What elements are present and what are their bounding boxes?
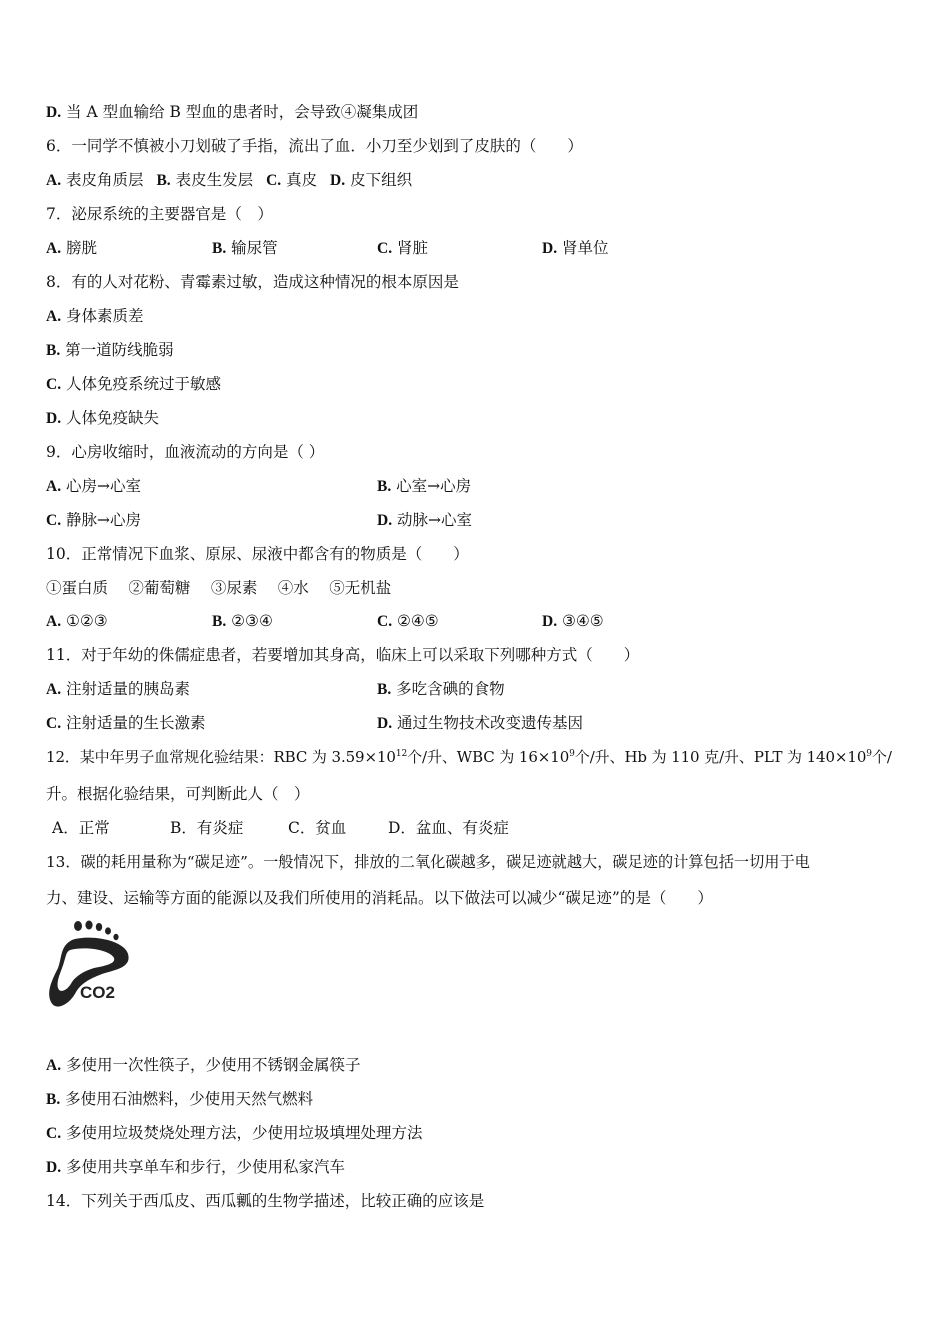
option-text: ②④⑤ xyxy=(397,612,439,630)
q8-option-b xyxy=(46,340,174,361)
option-label: A. xyxy=(46,172,62,189)
exponent: 12 xyxy=(395,749,408,759)
q8-option-d xyxy=(46,408,159,429)
q7-option-c xyxy=(377,238,428,259)
q8-option-c xyxy=(46,374,221,395)
q12-option-d: D．盆血、有炎症 xyxy=(388,819,509,837)
stem-text: 个/ xyxy=(871,748,892,766)
q14-stem: 14．下列关于西瓜皮、西瓜瓤的生物学描述，比较正确的应该是 xyxy=(46,1192,485,1210)
option-text: 多吃含碘的食物 xyxy=(396,680,505,698)
q6-stem: 6．一同学不慎被小刀划破了手指，流出了血．小刀至少划到了皮肤的（ ） xyxy=(46,137,583,155)
q13-option-a xyxy=(46,1055,361,1076)
q11-option-a xyxy=(46,679,190,700)
q9-stem: 9．心房收缩时，血液流动的方向是（ ） xyxy=(46,443,325,461)
option-text: 身体素质差 xyxy=(66,307,144,325)
option-text: 多使用垃圾焚烧处理方法，少使用垃圾填埋处理方法 xyxy=(66,1124,423,1142)
option-text: 多使用石油燃料，少使用天然气燃料 xyxy=(65,1090,314,1108)
option-label: C. xyxy=(377,240,393,257)
footprint-icon xyxy=(46,918,136,1018)
option-text: 通过生物技术改变遗传基因 xyxy=(397,714,584,732)
q13-option-c xyxy=(46,1123,423,1144)
stem-text: 个/升、Hb 为 110 克/升、PLT 为 140×10 xyxy=(574,748,867,766)
option-label: B. xyxy=(212,613,227,630)
q13-option-d xyxy=(46,1157,345,1178)
option-label: C. xyxy=(46,376,62,393)
q10-option-d xyxy=(542,611,604,632)
option-text: 真皮 xyxy=(286,171,318,189)
option-text: ②③④ xyxy=(231,612,273,630)
q10-option-c xyxy=(377,611,439,632)
option-text: 心室→心房 xyxy=(396,477,472,495)
q10-stem: 10．正常情况下血浆、原尿、尿液中都含有的物质是（ ） xyxy=(46,545,469,563)
q8-stem: 8．有的人对花粉、青霉素过敏，造成这种情况的根本原因是 xyxy=(46,273,459,291)
q13-stem-line1: 13．碳的耗用量称为“碳足迹”。一般情况下，排放的二氧化碳越多，碳足迹就越大，碳足迹的计算包括一切用于电 xyxy=(46,853,810,871)
q7-option-b xyxy=(212,238,278,259)
q8-option-a xyxy=(46,306,144,327)
q13-option-b xyxy=(46,1089,313,1110)
option-label: D. xyxy=(330,172,346,189)
option-text: 注射适量的生长激素 xyxy=(66,714,206,732)
option-text: 多使用一次性筷子，少使用不锈钢金属筷子 xyxy=(66,1056,361,1074)
q7-option-d xyxy=(542,238,609,259)
q9-option-a xyxy=(46,476,141,497)
option-text: 输尿管 xyxy=(231,239,278,257)
option-text: 表皮生发层 xyxy=(175,171,254,189)
option-label: D. xyxy=(377,512,393,529)
option-text: 动脉→心室 xyxy=(397,511,473,529)
option-label: C. xyxy=(46,715,62,732)
q7-stem: 7．泌尿系统的主要器官是（ ） xyxy=(46,205,273,223)
option-text: 心房→心室 xyxy=(66,477,142,495)
option-label: D. xyxy=(46,410,62,427)
option-label: A. xyxy=(46,1057,62,1074)
option-text: 多使用共享单车和步行，少使用私家汽车 xyxy=(66,1158,346,1176)
q12-option-a: A．正常 xyxy=(52,819,110,837)
q11-stem: 11．对于年幼的侏儒症患者，若要增加其身高，临床上可以采取下列哪种方式（ ） xyxy=(46,646,640,664)
q10-items: ①蛋白质 ②葡萄糖 ③尿素 ④水 ⑤无机盐 xyxy=(46,579,392,597)
option-label: C. xyxy=(266,172,282,189)
q9-option-c xyxy=(46,510,141,531)
option-label: A. xyxy=(46,240,62,257)
option-label: D. xyxy=(542,240,558,257)
q9-option-b xyxy=(377,476,471,497)
option-text: ①②③ xyxy=(66,612,108,630)
option-text: ③④⑤ xyxy=(562,612,604,630)
option-label: D. xyxy=(542,613,558,630)
q5-option-d xyxy=(46,102,418,123)
q12-option-c: C．贫血 xyxy=(288,819,347,837)
option-label: C. xyxy=(46,1125,62,1142)
option-label: D. xyxy=(46,1159,62,1176)
option-text: 人体免疫缺失 xyxy=(66,409,160,427)
option-label: B. xyxy=(212,240,227,257)
option-label: B. xyxy=(46,1091,61,1108)
stem-text: 12．某中年男子血常规化验结果：RBC 为 3.59×10 xyxy=(46,748,396,766)
co2-label: CO2 xyxy=(80,983,115,1002)
q9-option-d xyxy=(377,510,472,531)
exponent: 9 xyxy=(866,749,872,759)
stem-text: 个/升、WBC 为 16×10 xyxy=(407,748,570,766)
option-label: C. xyxy=(377,613,393,630)
q13-stem-line2: 力、建设、运输等方面的能源以及我们所使用的消耗品。以下做法可以减少“碳足迹”的是（ ） xyxy=(46,889,713,907)
option-label: A. xyxy=(46,681,62,698)
option-label: A. xyxy=(46,478,62,495)
q12-option-b: B．有炎症 xyxy=(170,819,244,837)
option-text: 第一道防线脆弱 xyxy=(65,341,174,359)
option-label: B. xyxy=(46,342,61,359)
option-text: 皮下组织 xyxy=(350,171,413,189)
option-text: 静脉→心房 xyxy=(66,511,142,529)
q6-options xyxy=(46,170,412,191)
option-text: 表皮角质层 xyxy=(66,171,144,189)
option-text: 肾单位 xyxy=(562,239,609,257)
option-text: 膀胱 xyxy=(66,239,98,257)
carbon-footprint-figure xyxy=(46,918,136,1018)
option-text: 人体免疫系统过于敏感 xyxy=(66,375,222,393)
option-label: A. xyxy=(46,308,62,325)
option-text: 当 A 型血输给 B 型血的患者时，会导致④凝集成团 xyxy=(66,103,419,121)
q12-stem xyxy=(46,747,892,767)
q10-option-a xyxy=(46,611,108,632)
option-text: 肾脏 xyxy=(397,239,429,257)
q12-stem-line2: 升。根据化验结果，可判断此人（ ） xyxy=(46,785,310,803)
option-label: B. xyxy=(377,681,392,698)
option-label: A. xyxy=(46,613,62,630)
q11-option-b xyxy=(377,679,505,700)
q11-option-d xyxy=(377,713,583,734)
option-label: B. xyxy=(377,478,392,495)
option-label: C. xyxy=(46,512,62,529)
q11-option-c xyxy=(46,713,206,734)
exponent: 9 xyxy=(569,749,575,759)
option-label: B. xyxy=(156,172,171,189)
option-label: D. xyxy=(46,104,62,121)
q7-option-a xyxy=(46,238,97,259)
q10-option-b xyxy=(212,611,273,632)
option-text: 注射适量的胰岛素 xyxy=(66,680,191,698)
option-label: D. xyxy=(377,715,393,732)
